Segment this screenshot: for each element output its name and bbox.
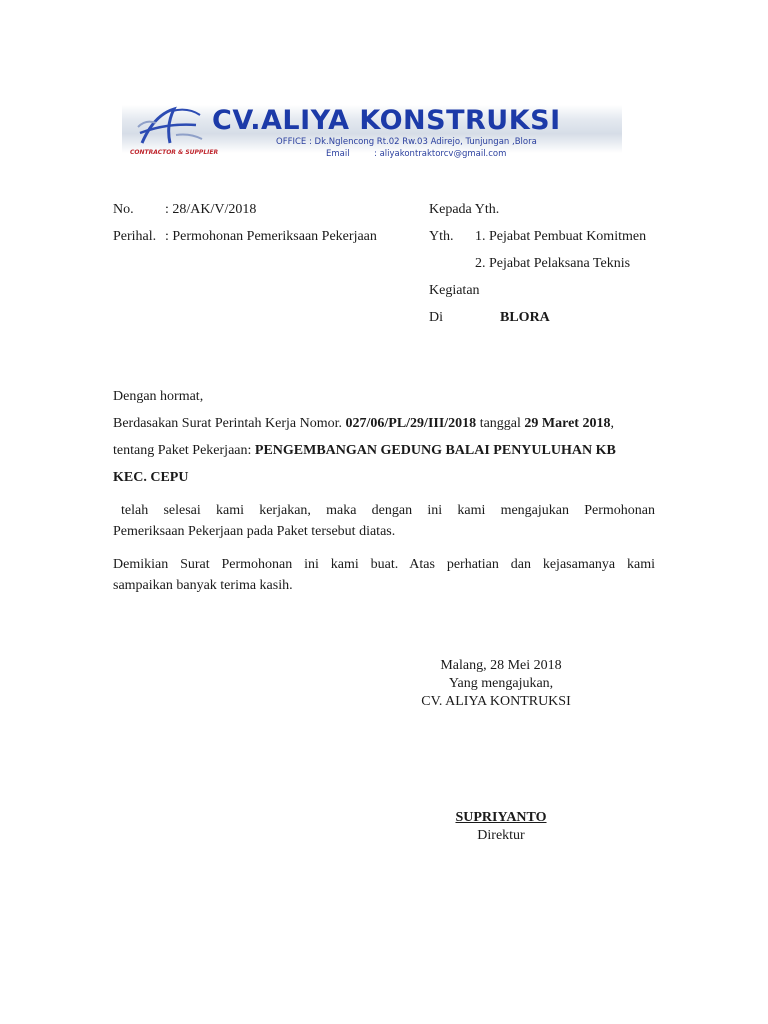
p1-text: tanggal — [479, 416, 521, 431]
p1-text: Berdasakan Surat Perintah Kerja Nomor. — [113, 416, 342, 431]
signature-place-date: Malang, 28 Mei 2018 — [440, 658, 562, 673]
paragraph-3-line1: telah selesai kami kerjakan, maka dengan ini kami mengajukan Permohonan — [121, 503, 655, 518]
recipient-heading: Kepada Yth. — [429, 202, 500, 217]
work-order-date: 29 Maret 2018 — [524, 416, 611, 431]
paragraph-3-line2: Pemeriksaan Pekerjaan pada Paket tersebut diatas. — [113, 524, 396, 539]
company-email — [326, 149, 506, 159]
paragraph-4-line2: sampaikan banyak terima kasih. — [113, 578, 293, 593]
signature-company: CV. ALIYA KONTRUKSI — [421, 694, 571, 709]
recipient-yth-label: Yth. — [429, 229, 454, 244]
subject-value: : Permohonan Pemeriksaan Pekerjaan — [165, 229, 377, 244]
tagline: CONTRACTOR & SUPPLIER — [130, 149, 219, 156]
email-label: Email — [326, 149, 350, 159]
letter-number: : 28/AK/V/2018 — [165, 202, 257, 217]
signatory-title: Direktur — [477, 828, 525, 843]
recipient-di-label: Di — [429, 310, 443, 325]
company-logo-icon — [136, 105, 208, 149]
recipient-kegiatan: Kegiatan — [429, 283, 480, 298]
project-name: PENGEMBANGAN GEDUNG BALAI PENYULUHAN KB — [254, 443, 616, 458]
office-address: OFFICE : Dk.Nglencong Rt.02 Rw.03 Adirejo, Tunjungan ,Blora — [276, 137, 537, 147]
recipient-location: BLORA — [500, 310, 550, 325]
subject-label: Perihal. — [113, 229, 157, 244]
project-name-cont: KEC. CEPU — [113, 470, 189, 485]
paragraph-1 — [113, 416, 614, 432]
email-value: : aliyakontraktorcv@gmail.com — [374, 149, 507, 159]
recipient-item: 1. Pejabat Pembuat Komitmen — [475, 229, 647, 244]
letter-number-label: No. — [113, 202, 134, 217]
recipient-item: 2. Pejabat Pelaksana Teknis — [475, 256, 631, 271]
paragraph-4-line1: Demikian Surat Permohonan ini kami buat. Atas perhatian dan kejasamanya kami — [113, 557, 655, 572]
company-name: CV.ALIYA KONSTRUKSI — [212, 105, 561, 136]
signatory-name: SUPRIYANTO — [455, 810, 547, 825]
paragraph-2 — [113, 443, 616, 459]
p1-text: , — [610, 416, 614, 431]
p2-text: tentang Paket Pekerjaan: — [113, 443, 252, 458]
work-order-number: 027/06/PL/29/III/2018 — [345, 416, 477, 431]
greeting: Dengan hormat, — [113, 389, 204, 404]
signature-submitted-by: Yang mengajukan, — [448, 676, 554, 691]
letterhead — [122, 95, 642, 165]
